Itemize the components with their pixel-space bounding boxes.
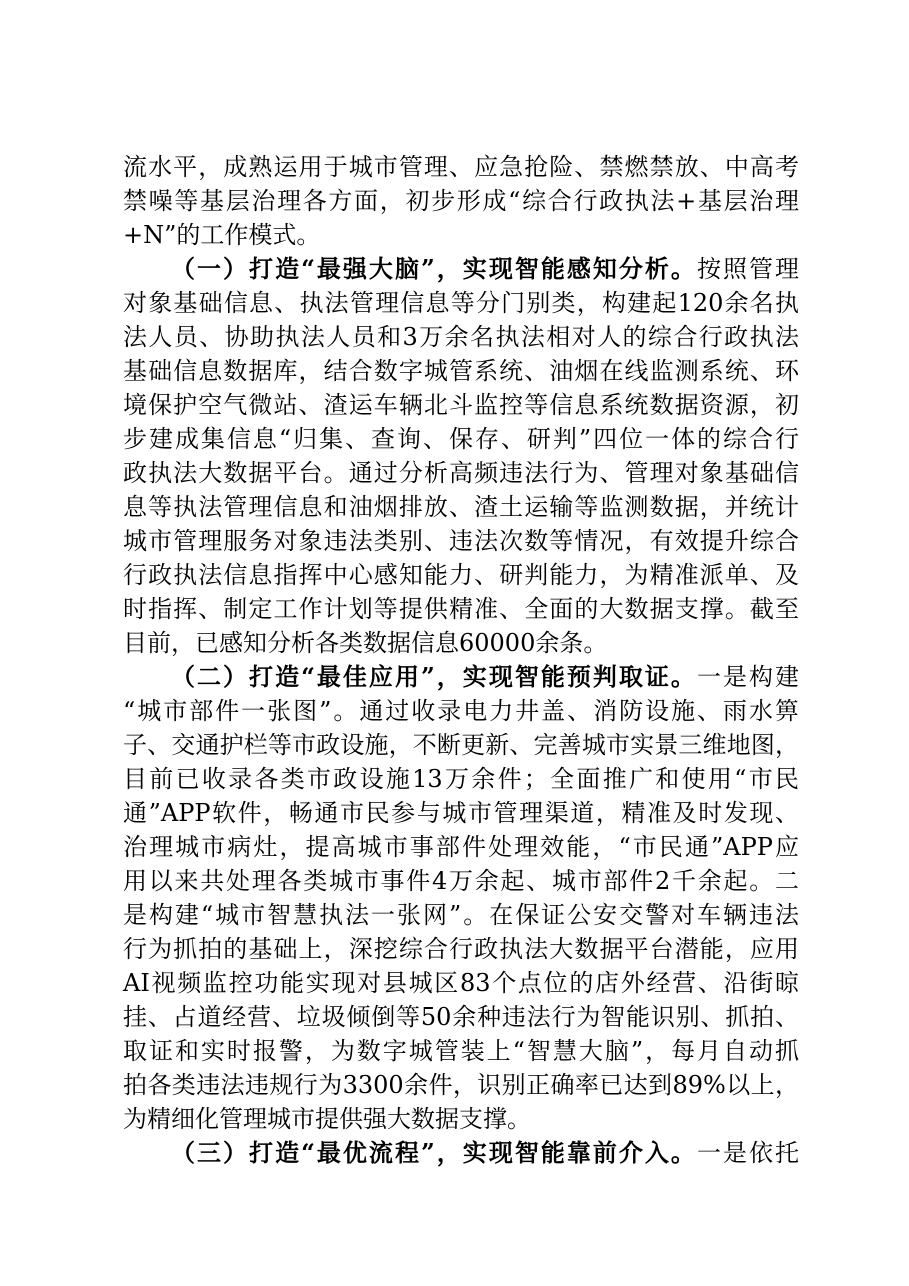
text-line: 时指挥、制定工作计划等提供精准、全面的大数据支撑。截至: [123, 595, 799, 623]
section-heading: （一）打造“最强大脑”，实现智能感知分析。: [171, 254, 697, 283]
text-line: 流水平，成熟运用于城市管理、应急抢险、禁燃禁放、中高考: [123, 153, 799, 181]
line-text: 一是依托: [696, 1139, 800, 1167]
section-heading: （三）打造“最优流程”，实现智能靠前介入。: [171, 1138, 697, 1167]
paragraph-intro: [123, 150, 799, 252]
text-line: 行为抓拍的基础上，深挖综合行政执法大数据平台潜能，应用: [123, 935, 799, 963]
text-line: 目前，已感知分析各类数据信息60000余条。: [123, 629, 608, 657]
section-heading: （二）打造“最佳应用”，实现智能预判取证。: [171, 662, 697, 691]
paragraph-section-3: [123, 1136, 799, 1170]
text-line: 城市管理服务对象违法类别、违法次数等情况，有效提升综合: [123, 527, 799, 555]
text-line: [123, 660, 799, 694]
text-line: 政执法大数据平台。通过分析高频违法行为、管理对象基础信: [123, 459, 799, 487]
text-line: 取证和实时报警，为数字城管装上“智慧大脑”，每月自动抓: [123, 1037, 799, 1065]
paragraph-section-1: [123, 252, 799, 660]
text-line: +N”的工作模式。: [123, 221, 321, 249]
text-line: 禁噪等基层治理各方面，初步形成“综合行政执法+基层治理: [123, 187, 799, 215]
text-line: 目前已收录各类市政设施13万余件；全面推广和使用“市民: [123, 765, 799, 793]
text-line: AI视频监控功能实现对县城区83个点位的店外经营、沿街晾: [123, 969, 799, 997]
text-line: 基础信息数据库，结合数字城管系统、油烟在线监测系统、环: [123, 357, 799, 385]
text-line: 对象基础信息、执法管理信息等分门别类，构建起120余名执: [123, 289, 799, 317]
text-line: [123, 252, 799, 286]
text-line: “城市部件一张图”。通过收录电力井盖、消防设施、雨水箅: [123, 697, 799, 725]
line-text: 一是构建: [696, 663, 800, 691]
paragraph-section-2: [123, 660, 799, 1136]
text-line: [123, 1136, 799, 1170]
document-page: [123, 150, 799, 1170]
text-line: 境保护空气微站、渣运车辆北斗监控等信息系统数据资源，初: [123, 391, 799, 419]
text-line: 子、交通护栏等市政设施，不断更新、完善城市实景三维地图，: [123, 731, 799, 759]
text-line: 挂、占道经营、垃圾倾倒等50余种违法行为智能识别、抓拍、: [123, 1003, 799, 1031]
line-text: 按照管理: [696, 255, 800, 283]
text-line: 法人员、协助执法人员和3万余名执法相对人的综合行政执法: [123, 323, 799, 351]
text-line: 治理城市病灶，提高城市事部件处理效能，“市民通”APP应: [123, 833, 799, 861]
text-line: 步建成集信息“归集、查询、保存、研判”四位一体的综合行: [123, 425, 799, 453]
text-line: 是构建“城市智慧执法一张网”。在保证公安交警对车辆违法: [123, 901, 799, 929]
text-line: 拍各类违法违规行为3300余件，识别正确率已达到89%以上，: [123, 1071, 799, 1099]
text-line: 用以来共处理各类城市事件4万余起、城市部件2千余起。二: [123, 867, 799, 895]
text-line: 通”APP软件，畅通市民参与城市管理渠道，精准及时发现、: [123, 799, 799, 827]
text-line: 为精细化管理城市提供强大数据支撑。: [123, 1105, 531, 1133]
text-line: 息等执法管理信息和油烟排放、渣土运输等监测数据，并统计: [123, 493, 799, 521]
text-line: 行政执法信息指挥中心感知能力、研判能力，为精准派单、及: [123, 561, 799, 589]
